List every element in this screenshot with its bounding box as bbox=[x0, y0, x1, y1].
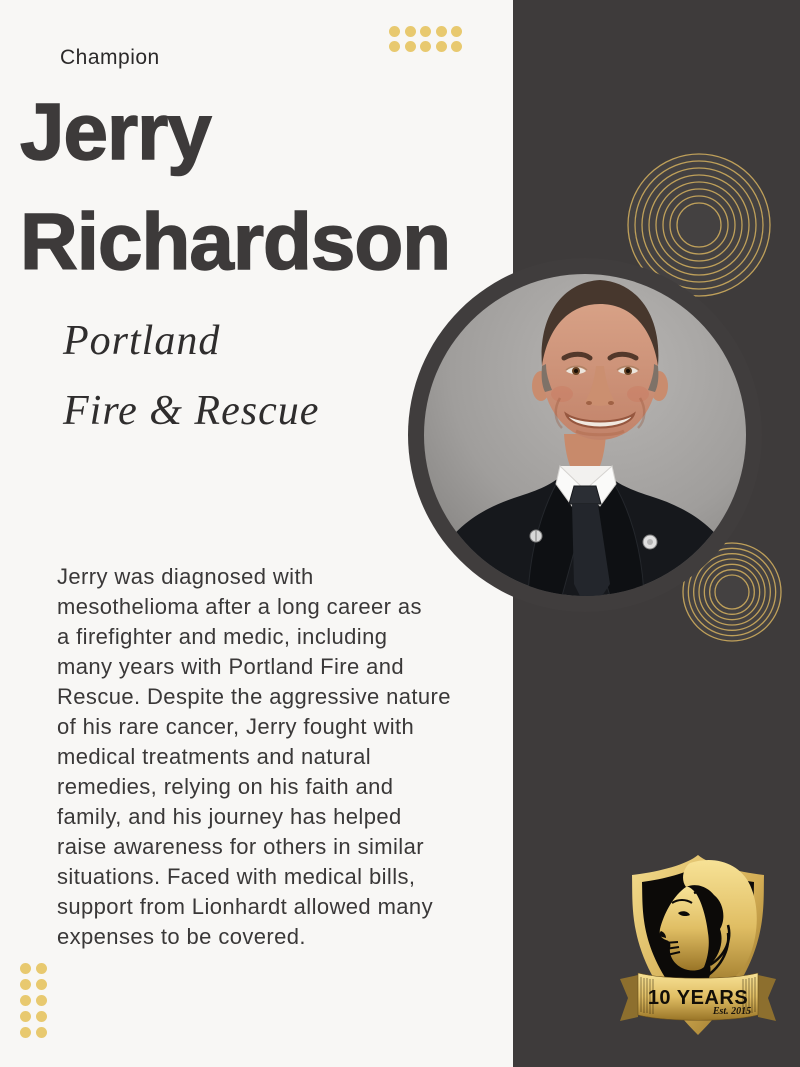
gold-dot-grid-top-decoration bbox=[389, 26, 462, 52]
body-line: raise awareness for others in similar bbox=[57, 834, 424, 859]
portrait-photo-frame bbox=[408, 258, 762, 612]
body-line: expenses to be covered. bbox=[57, 924, 306, 949]
portrait-illustration bbox=[424, 274, 746, 596]
gold-dot bbox=[36, 1011, 47, 1022]
gold-dot bbox=[20, 995, 31, 1006]
body-line: support from Lionhardt allowed many bbox=[57, 894, 433, 919]
badge-banner bbox=[620, 973, 776, 1021]
gold-dot bbox=[451, 26, 462, 37]
gold-dot bbox=[420, 41, 431, 52]
gold-dot bbox=[36, 979, 47, 990]
gold-dot bbox=[36, 1027, 47, 1038]
gold-dot bbox=[36, 963, 47, 974]
body-line: family, and his journey has helped bbox=[57, 804, 402, 829]
gold-dot bbox=[20, 1027, 31, 1038]
badge-est-text: Est. 2015 bbox=[712, 1006, 752, 1017]
body-line: Jerry was diagnosed with bbox=[57, 564, 314, 589]
gold-dot bbox=[451, 41, 462, 52]
body-line: medical treatments and natural bbox=[57, 744, 372, 769]
body-line: Rescue. Despite the aggressive nature bbox=[57, 684, 451, 709]
gold-dot bbox=[389, 26, 400, 37]
gold-dot bbox=[36, 995, 47, 1006]
body-line: a firefighter and medic, including bbox=[57, 624, 388, 649]
body-line: situations. Faced with medical bills, bbox=[57, 864, 416, 889]
gold-dot bbox=[436, 26, 447, 37]
gold-dot bbox=[420, 26, 431, 37]
anniversary-lion-badge bbox=[614, 851, 782, 1047]
body-line: mesothelioma after a long career as bbox=[57, 594, 422, 619]
first-name-heading: Jerry bbox=[20, 87, 211, 176]
body-line: remedies, relying on his faith and bbox=[57, 774, 394, 799]
body-line: of his rare cancer, Jerry fought with bbox=[57, 714, 415, 739]
gold-dot bbox=[20, 1011, 31, 1022]
gold-dot bbox=[436, 41, 447, 52]
body-line: many years with Portland Fire and bbox=[57, 654, 405, 679]
story-paragraph bbox=[57, 562, 451, 952]
last-name-heading: Richardson bbox=[20, 197, 451, 286]
eyebrow-label: Champion bbox=[60, 46, 160, 69]
gold-dot bbox=[405, 41, 416, 52]
subtitle-organization-line2: Fire & Rescue bbox=[63, 388, 320, 434]
gold-dot bbox=[20, 963, 31, 974]
badge-years-text: 10 YEARS bbox=[647, 987, 749, 1009]
gold-dot bbox=[20, 979, 31, 990]
subtitle-organization-line1: Portland bbox=[63, 318, 221, 364]
portrait-photo bbox=[424, 274, 746, 596]
gold-dot bbox=[389, 41, 400, 52]
gold-dot bbox=[405, 26, 416, 37]
gold-dot-grid-bottom-decoration bbox=[20, 963, 47, 1038]
